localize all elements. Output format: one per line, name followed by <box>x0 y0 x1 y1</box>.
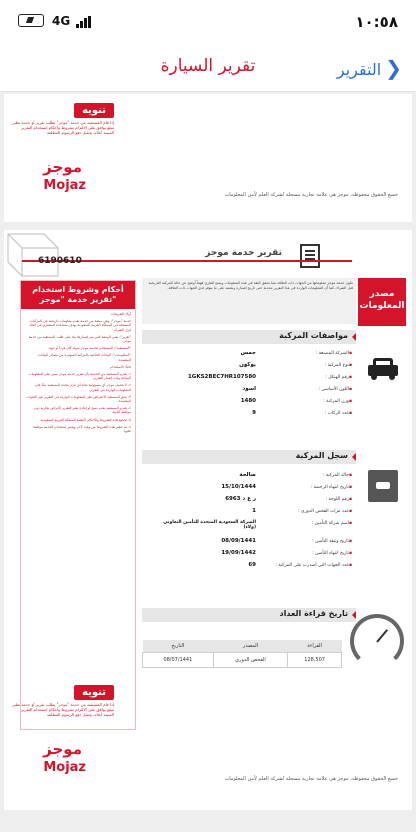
mojaz-logo-en: Mojaz <box>43 178 86 193</box>
terms-paragraph: "المستفيد": المستخدم لخدمة موجز سواء كان فرداً أو جهة. <box>48 346 131 351</box>
registry-value: 19/09/1442 <box>221 550 256 556</box>
table-row <box>143 653 342 668</box>
registry-row <box>142 560 356 572</box>
registry-label: ▪ عدد مرات الفحص الدوري : <box>298 509 352 514</box>
odometer-table <box>142 640 342 668</box>
document-icon <box>300 244 320 268</box>
report-page-1 <box>4 94 412 222</box>
disclaimer-box <box>10 680 114 717</box>
spec-label: ▪ نوع المركبة : <box>325 363 352 368</box>
vehicle-specs-title: مواصفات المركبة <box>279 331 348 340</box>
spec-row <box>142 372 356 384</box>
registry-row <box>142 536 356 548</box>
battery-icon <box>18 14 44 27</box>
registry-label: ▪ حالة المركبة : <box>323 473 352 478</box>
spec-row <box>142 360 356 372</box>
registry-label: ▪ تاريخ انتهاء التأمين : <box>312 551 352 556</box>
copyright-footer: جميع الحقوق محفوظة، موجز هي علامة تجارية مسجلة لشركة العلم لأمن المعلومات <box>224 192 398 198</box>
terms-body <box>21 309 135 729</box>
terms-paragraph: "تقرير": يعني الوثيقة التي يتم إصدارها بناء على طلب المستفيد من خدمة موجز. <box>28 334 131 344</box>
registry-row <box>142 506 356 518</box>
status-bar <box>0 0 416 42</box>
odometer-col-header: القراءة <box>288 640 342 653</box>
registry-row <box>142 470 356 482</box>
odometer-reading: 128,507 <box>288 653 342 668</box>
spec-row <box>142 384 356 396</box>
back-label: التقرير <box>336 60 382 79</box>
registry-value: صالحة <box>239 472 256 478</box>
spec-value: 9 <box>252 410 256 416</box>
vehicle-registry-header <box>142 450 356 464</box>
spec-label: ▪ عدد الركاب : <box>325 411 352 416</box>
terms-paragraph: أولاً: التعريفات <box>110 312 131 316</box>
signal-icon <box>76 16 92 28</box>
odometer-title: تاريخ قراءة العداد <box>279 609 348 618</box>
terms-paragraph: ٥- تخضع هذه الشروط والأحكام لأنظمة المملكة العربية السعودية. <box>39 417 131 422</box>
network-type: 4G <box>52 14 71 28</box>
chevron-right-icon: ❯ <box>385 56 402 80</box>
disclaimer-text: إذا قام المستفيد من خدمة "موجز" بطلب تقرير أو خدمة نظير مبلغ يوافق علي الالتزام بشروط وأحكام استخدام التقرير المبينة أعلاه، وتقبل دفع الرسوم المطلقة <box>12 702 114 717</box>
terms-title: أحكام وشروط استخدام تقرير خدمة "موجز" <box>21 281 135 309</box>
registry-label: ▪ تاريخ وثيقة التأمين : <box>312 539 352 544</box>
registry-row <box>142 548 356 560</box>
report-number: 6190610 <box>38 256 82 266</box>
terms-paragraph: ٢- لا تتحمل موجز أي مسؤولية تجاه أي قرار يتخذه المستفيد بناءً على المعلومات الواردة في التقرير. <box>34 383 131 392</box>
registry-value: الشركة السعودية المتحدة للتأمين التعاوني (ولاء) <box>163 520 256 530</box>
registry-value: ر ع د 6963 <box>225 496 256 502</box>
mojaz-logo-en: Mojaz <box>43 760 86 775</box>
disclaimer-text: إذا قام المستفيد من خدمة "موجز" بطلب تقرير أو خدمة نظير مبلغ يوافق علي الالتزام بشروط وأحكام استخدام التقرير المبينة أعلاه، وتقبل دفع الرسوم المطلقة <box>12 120 114 135</box>
registry-label: ▪ رقم اللوحة : <box>326 497 352 502</box>
registry-row <box>142 518 356 536</box>
vehicle-registry-title: سجل المركبة <box>295 451 348 460</box>
odometer-date: 08/07/1441 <box>143 653 214 668</box>
vehicle-specs-list <box>142 348 356 420</box>
report-page-2 <box>4 230 412 810</box>
vehicle-registry-list <box>142 470 356 572</box>
spec-value: 1GKS2BEC7HR107580 <box>187 374 256 380</box>
spec-label: ▪ وزن المركبة : <box>323 399 352 404</box>
spec-label: ▪ الشركة المصنعة : <box>316 351 352 356</box>
terms-paragraph: "المعلومات": البيانات الخاصة بالمركبة المتوفرة من مصادر البيانات المعتمدة. <box>37 353 131 362</box>
registry-value: 15/10/1444 <box>221 484 256 490</box>
terms-paragraph: خدمة "موجز": وهي منصة من خدمة تقدم معلومات تاريخية عن المركبات المسجلة في المملكة العربية السعودية بهدف مساعدة المشتري في اتخاذ قرار الشراء. <box>29 319 131 332</box>
terms-paragraph: ١- يلتزم المستفيد من الخدمة بأن تقرير خدمة موجز مبني على المعلومات المتاحة وقت إصدار التقرير. <box>28 372 131 381</box>
back-button[interactable] <box>337 56 402 80</box>
odometer-col-header: المصدر <box>213 640 288 653</box>
disclaimer-title: تنويه <box>74 685 114 700</box>
disclaimer-box <box>10 98 114 135</box>
registry-label: ▪ عدد الجهات التي أصدرت على المركبة : <box>275 563 352 568</box>
mojaz-logo-ar: موجز <box>43 158 82 176</box>
registry-row <box>142 482 356 494</box>
registry-value: 1 <box>252 508 256 514</box>
registry-label: ▪ اسم شركة التأمين : <box>312 521 352 526</box>
spec-row <box>142 408 356 420</box>
disclaimer-title: تنويه <box>74 103 114 118</box>
copyright-footer: جميع الحقوق محفوظة، موجز هي علامة تجارية مسجلة لشركة العلم لأمن المعلومات <box>224 776 398 782</box>
source-text: تكون خدمة موجز معلوماتها من الجهات ذات العلاقة مما يحقق الثقة في هذه المعلومات ويمنح القارئ فهماً أوضح عن حالة المركبة التاريخية قبل الشراء، كما أن المعلومات الواردة في هذا التقرير محدثة حتى تاريخ إصداره وتعتمد على ما يتوفر لدى الجهات ذات العلاقة. <box>142 278 356 324</box>
spec-value: جمس <box>240 350 256 356</box>
nav-bar <box>0 42 416 92</box>
terms-paragraph: ٦- قد تتغير هذه الشروط من وقت لآخر ويعتبر استخدام الخدمة موافقة عليها. <box>33 424 131 434</box>
car-icon <box>368 358 398 380</box>
spec-row <box>142 348 356 360</box>
registry-row <box>142 494 356 506</box>
terms-panel <box>20 280 136 730</box>
vehicle-specs-header <box>142 330 356 344</box>
cube-decoration-icon <box>4 230 74 280</box>
mojaz-logo-ar: موجز <box>43 740 82 758</box>
spec-value: يوكون <box>239 362 256 368</box>
odometer-header <box>142 608 356 622</box>
source-title: مصدر المعلومات <box>358 278 406 326</box>
spec-label: ▪ رقم الهيكل : <box>325 375 352 380</box>
terms-paragraph: ٣- يحق للمستفيد الاعتراض على المعلومات الواردة في التقرير عبر القنوات المعتمدة. <box>26 394 131 404</box>
spec-row <box>142 396 356 408</box>
report-title: تقرير خدمة موجز <box>205 248 282 258</box>
clock: ١٠:٥٨ <box>355 13 398 31</box>
terms-paragraph: ثانياً: الاستخدام <box>110 364 131 369</box>
spec-value: اسود <box>242 386 256 392</box>
registration-card-icon <box>368 470 398 502</box>
registry-value: 08/09/1441 <box>221 538 256 544</box>
odometer-col-header: التاريخ <box>143 640 214 653</box>
spec-value: 1480 <box>240 398 256 404</box>
registry-label: ▪ تاريخ انتهاء الرخصة : <box>311 485 352 490</box>
page-title: تقرير السيارة <box>160 56 256 76</box>
registry-value: 69 <box>248 562 256 568</box>
spec-label: ▪ اللون الأساسي : <box>318 387 352 392</box>
odometer-source: الفحص الدوري <box>213 653 288 668</box>
speedometer-icon <box>350 614 404 658</box>
terms-paragraph: ٤- يلتزم المستفيد بعدم نسخ أو إعادة نشر التقرير لأغراض تجارية دون موافقة كتابية. <box>33 406 131 415</box>
